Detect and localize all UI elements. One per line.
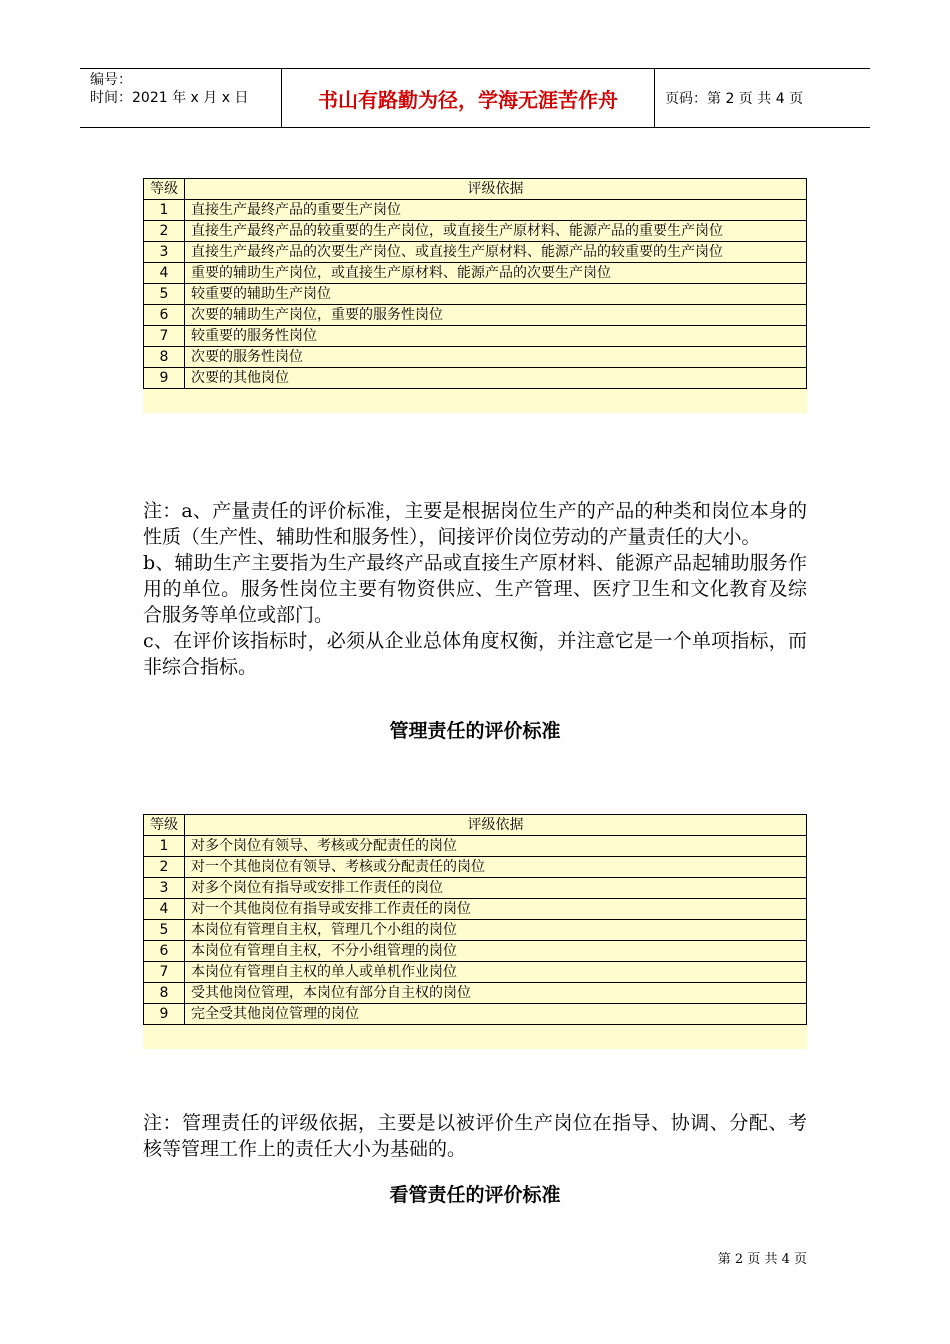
table-blank-row xyxy=(144,1025,807,1050)
grade-cell: 9 xyxy=(144,1004,185,1025)
grade-cell: 5 xyxy=(144,284,185,305)
table-row xyxy=(144,1004,807,1025)
column-header-basis: 评级依据 xyxy=(185,179,807,200)
page-header xyxy=(80,68,870,128)
table-row xyxy=(144,878,807,899)
grade-cell: 6 xyxy=(144,305,185,326)
basis-cell: 较重要的服务性岗位 xyxy=(185,326,807,347)
table-row xyxy=(144,941,807,962)
table-row xyxy=(144,263,807,284)
column-header-basis: 评级依据 xyxy=(185,815,807,836)
note-paragraph-b: b、辅助生产主要指为生产最终产品或直接生产原材料、能源产品起辅助服务作用的单位。服务性岗位主要有物资供应、生产管理、医疗卫生和文化教育及综合服务等单位或部门。 xyxy=(143,552,807,626)
management-responsibility-note xyxy=(143,1110,807,1162)
section-title-management: 管理责任的评价标准 xyxy=(389,720,561,742)
table-row xyxy=(144,836,807,857)
grade-cell: 3 xyxy=(144,878,185,899)
header-meta xyxy=(80,69,282,127)
basis-cell: 本岗位有管理自主权，不分小组管理的岗位 xyxy=(185,941,807,962)
grade-cell: 9 xyxy=(144,368,185,389)
management-responsibility-table xyxy=(143,814,807,1049)
basis-cell: 对一个其他岗位有领导、考核或分配责任的岗位 xyxy=(185,857,807,878)
grade-cell: 2 xyxy=(144,221,185,242)
table-row xyxy=(144,962,807,983)
table-header-row xyxy=(144,179,807,200)
table-row xyxy=(144,326,807,347)
grade-cell: 3 xyxy=(144,242,185,263)
basis-cell: 受其他岗位管理，本岗位有部分自主权的岗位 xyxy=(185,983,807,1004)
column-header-grade: 等级 xyxy=(144,179,185,200)
basis-cell: 次要的服务性岗位 xyxy=(185,347,807,368)
section-title-supervision: 看管责任的评价标准 xyxy=(389,1184,561,1206)
output-responsibility-table xyxy=(143,178,807,413)
table-row xyxy=(144,200,807,221)
basis-cell: 次要的其他岗位 xyxy=(185,368,807,389)
grade-cell: 7 xyxy=(144,962,185,983)
table-row xyxy=(144,221,807,242)
basis-cell: 直接生产最终产品的次要生产岗位、或直接生产原材料、能源产品的较重要的生产岗位 xyxy=(185,242,807,263)
grade-cell: 4 xyxy=(144,263,185,284)
basis-cell: 完全受其他岗位管理的岗位 xyxy=(185,1004,807,1025)
basis-cell: 较重要的辅助生产岗位 xyxy=(185,284,807,305)
table-row xyxy=(144,857,807,878)
table-row xyxy=(144,305,807,326)
table-row xyxy=(144,368,807,389)
grade-cell: 2 xyxy=(144,857,185,878)
table-header-row xyxy=(144,815,807,836)
table-row xyxy=(144,983,807,1004)
grade-cell: 8 xyxy=(144,983,185,1004)
note-paragraph: 注：管理责任的评级依据，主要是以被评价生产岗位在指导、协调、分配、考核等管理工作上的责任大小为基础的。 xyxy=(143,1112,807,1160)
grade-cell: 7 xyxy=(144,326,185,347)
grade-cell: 8 xyxy=(144,347,185,368)
header-time: 时间：2021 年 x 月 x 日 xyxy=(90,90,249,106)
table-row xyxy=(144,242,807,263)
grade-cell: 6 xyxy=(144,941,185,962)
table-row xyxy=(144,899,807,920)
note-paragraph-a: 注：a、产量责任的评价标准，主要是根据岗位生产的产品的种类和岗位本身的性质（生产性、辅助性和服务性），间接评价岗位劳动的产量责任的大小。 xyxy=(143,500,807,548)
grade-cell: 1 xyxy=(144,836,185,857)
table-row xyxy=(144,347,807,368)
grade-cell: 4 xyxy=(144,899,185,920)
header-motto: 书山有路勤为径，学海无涯苦作舟 xyxy=(282,69,655,127)
basis-cell: 次要的辅助生产岗位，重要的服务性岗位 xyxy=(185,305,807,326)
grade-cell: 1 xyxy=(144,200,185,221)
output-responsibility-notes xyxy=(143,498,807,680)
note-paragraph-c: c、在评价该指标时，必须从企业总体角度权衡，并注意它是一个单项指标，而非综合指标。 xyxy=(143,630,807,678)
table-row xyxy=(144,284,807,305)
basis-cell: 直接生产最终产品的重要生产岗位 xyxy=(185,200,807,221)
basis-cell: 对多个岗位有指导或安排工作责任的岗位 xyxy=(185,878,807,899)
page-footer: 第 2 页 共 4 页 xyxy=(717,1252,807,1267)
header-number: 编号： xyxy=(90,72,132,88)
basis-cell: 本岗位有管理自主权，管理几个小组的岗位 xyxy=(185,920,807,941)
basis-cell: 对一个其他岗位有指导或安排工作责任的岗位 xyxy=(185,899,807,920)
basis-cell: 对多个岗位有领导、考核或分配责任的岗位 xyxy=(185,836,807,857)
basis-cell: 直接生产最终产品的较重要的生产岗位，或直接生产原材料、能源产品的重要生产岗位 xyxy=(185,221,807,242)
basis-cell: 重要的辅助生产岗位，或直接生产原材料、能源产品的次要生产岗位 xyxy=(185,263,807,284)
table-row xyxy=(144,920,807,941)
table-blank-row xyxy=(144,389,807,414)
header-page-number: 页码：第 2 页 共 4 页 xyxy=(665,91,804,107)
column-header-grade: 等级 xyxy=(144,815,185,836)
grade-cell: 5 xyxy=(144,920,185,941)
basis-cell: 本岗位有管理自主权的单人或单机作业岗位 xyxy=(185,962,807,983)
